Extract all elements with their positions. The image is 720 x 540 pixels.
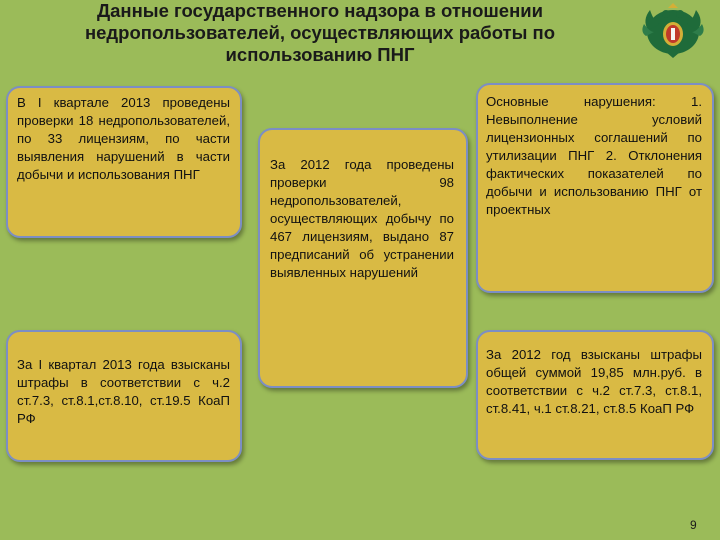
slide-title: Данные государственного надзора в отношении недропользователей, осуществляющих работы по использованию ПНГ: [84, 0, 556, 65]
q1-2013-fines-box: [6, 330, 242, 462]
main-violations-text: Основные нарушения: 1. Невыполнение условий лицензионных соглашений по утилизации ПНГ 2. Отклонения фактических показателей по добычи и использованию ПНГ от проектных: [486, 94, 702, 217]
q1-2013-inspections-box: [6, 86, 242, 238]
double-headed-eagle-emblem-icon: [640, 2, 706, 60]
2012-fines-box: [476, 330, 714, 460]
2012-inspections-box: [258, 128, 468, 388]
q1-2013-fines-text: За I квартал 2013 года взысканы штрафы в соответствии с ч.2 ст.7.3, ст.8.1,ст.8.10, ст.19.5 КоаП РФ: [17, 357, 230, 426]
main-violations-box: [476, 83, 714, 293]
page-number: 9: [690, 518, 697, 532]
q1-2013-inspections-text: В I квартале 2013 проведены проверки 18 недропользователей, по 33 лицензиям, по части выявления нарушений в части добычи и использования ПНГ: [17, 95, 230, 182]
2012-inspections-text: За 2012 года проведены проверки 98 недропользователей, осуществляющих добычу по 467 лицензиям, выдано 87 предписаний об устранении выявленных нарушений: [270, 157, 454, 280]
2012-fines-text: За 2012 год взысканы штрафы общей суммой 19,85 млн.руб. в соответствии с ч.2 ст.7.3, ст.8.1, ст.8.41, ч.1 ст.8.21, ст.8.5 КоаП РФ: [486, 347, 702, 416]
